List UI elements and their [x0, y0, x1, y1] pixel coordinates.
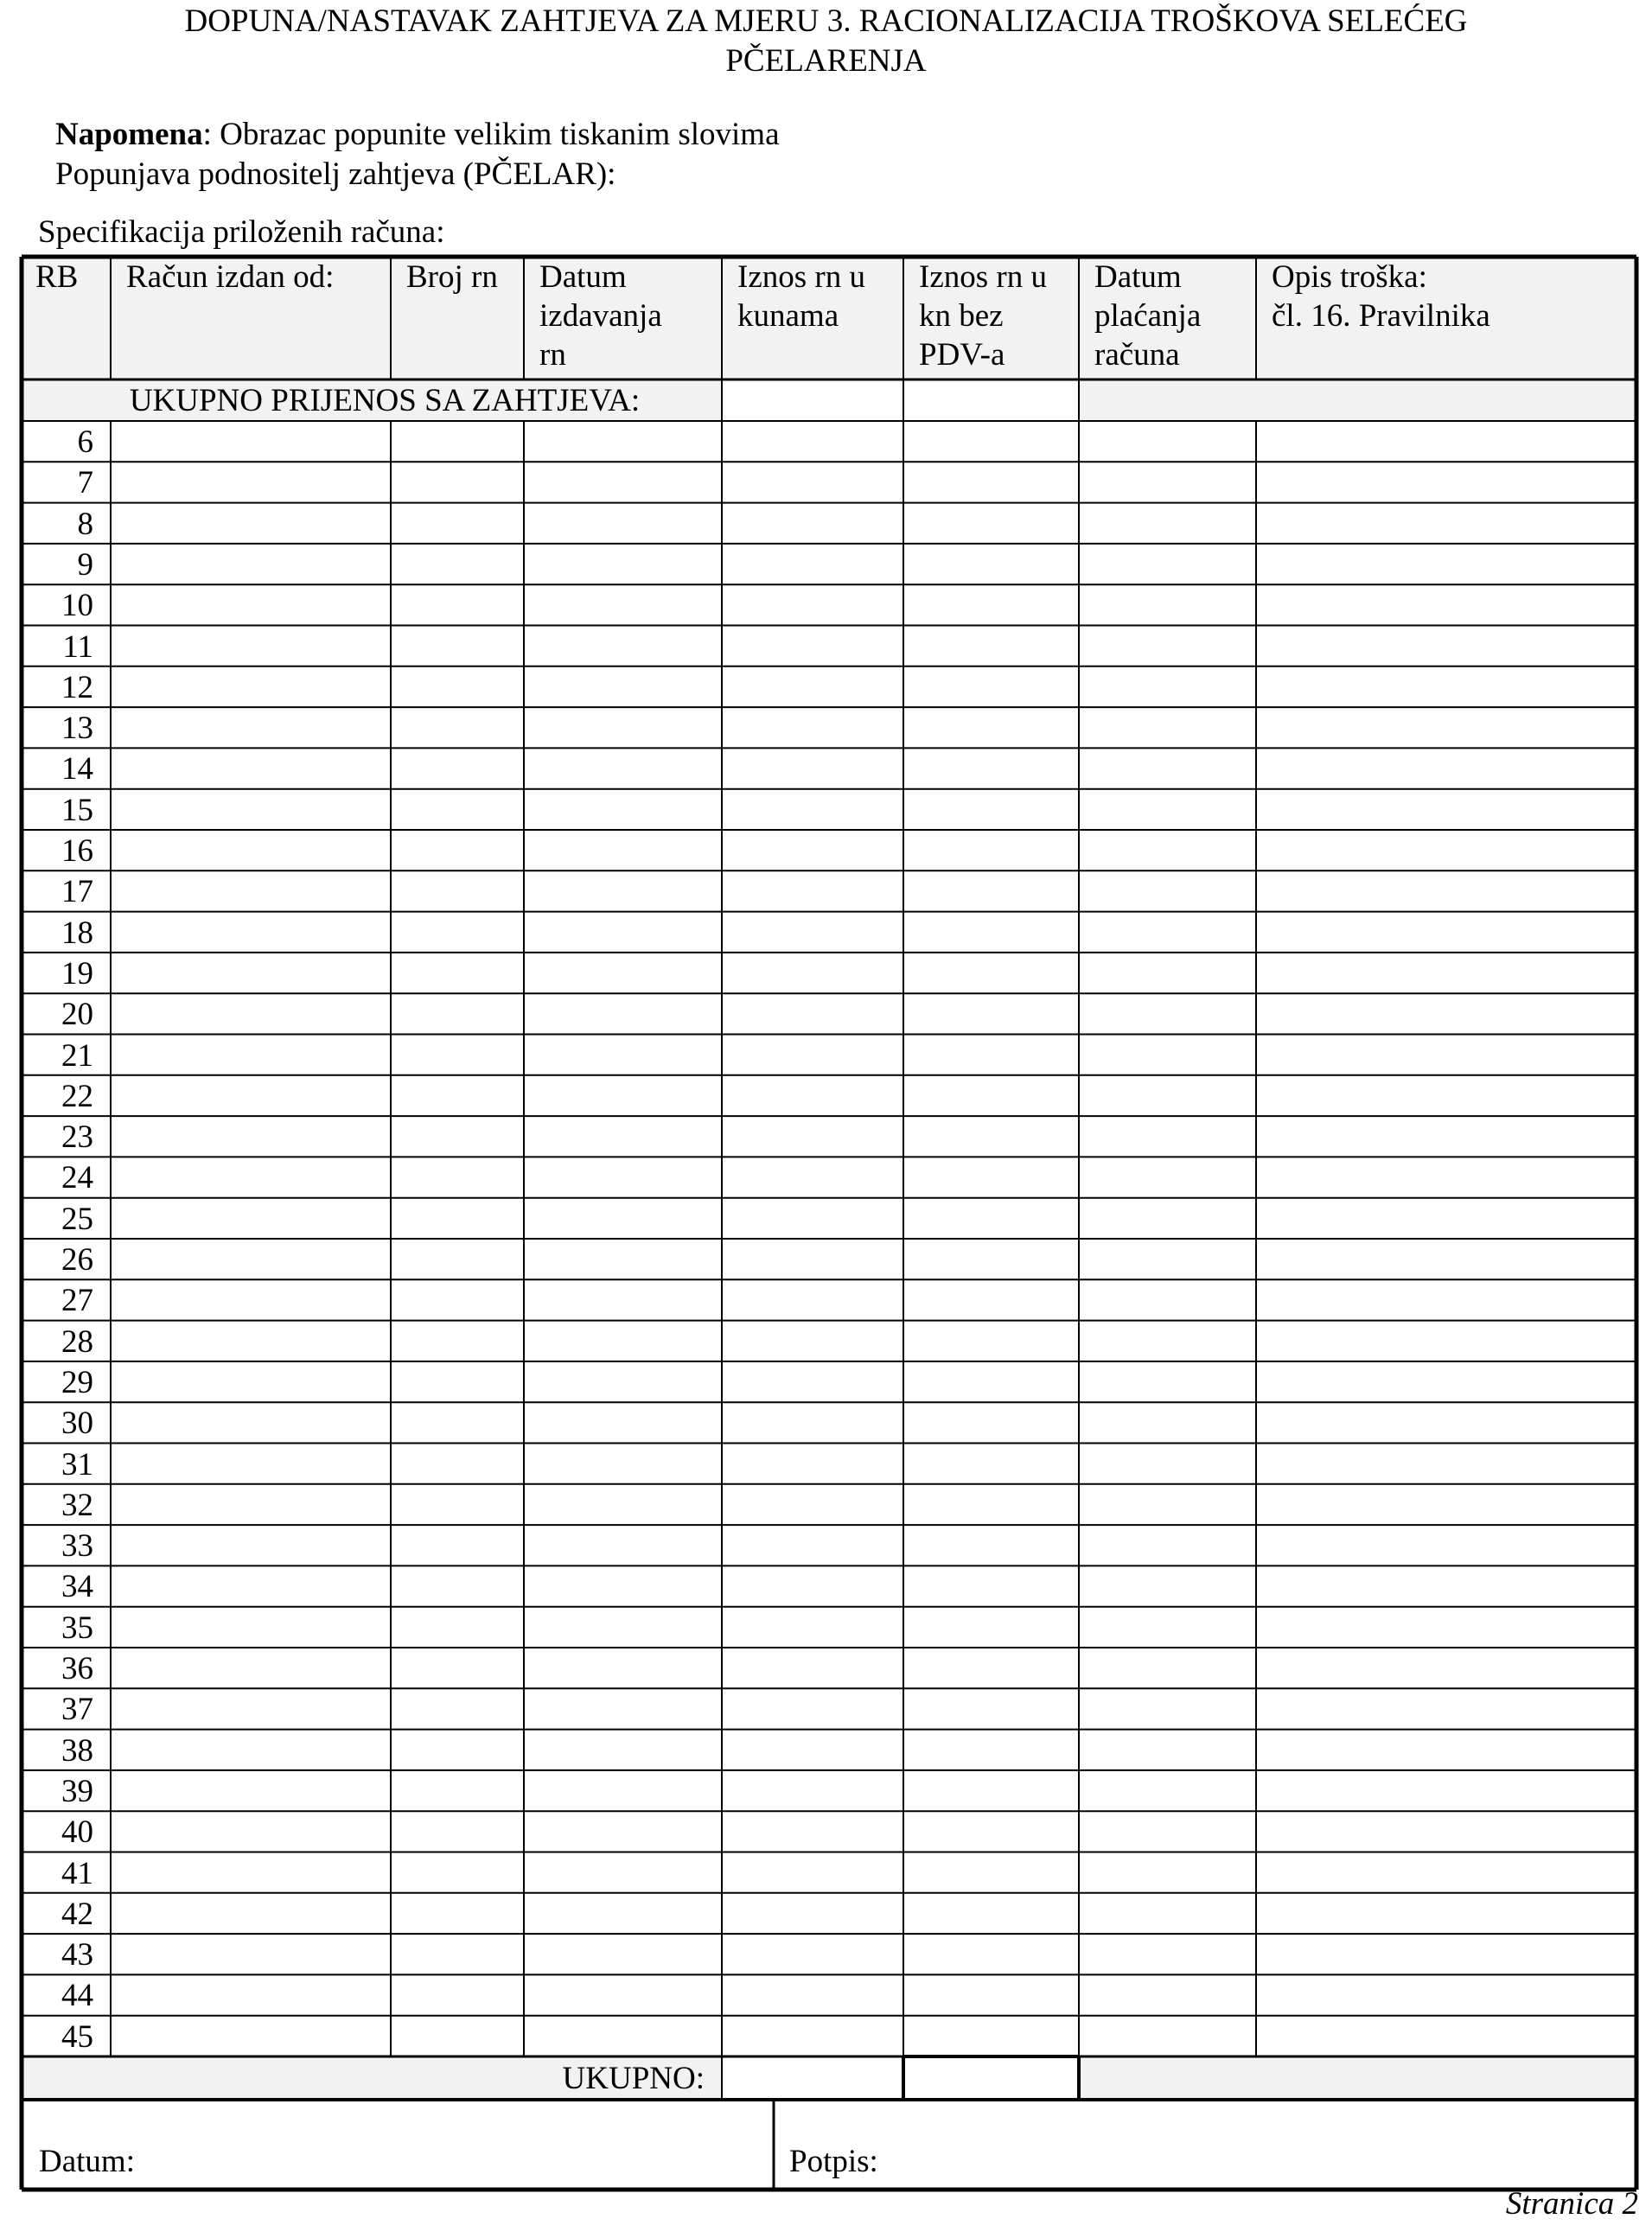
row-number: 28 — [61, 1323, 93, 1360]
signature-label: Potpis: — [789, 2144, 878, 2179]
row-number: 17 — [61, 874, 93, 910]
row-number: 44 — [61, 1978, 93, 2014]
header-payment-date-line: plaćanja — [1094, 298, 1202, 334]
header-invoice-number-line: Broj rn — [406, 259, 498, 295]
row-number: 25 — [61, 1201, 93, 1237]
note-label: Napomena — [55, 117, 203, 152]
row-number: 43 — [61, 1937, 93, 1973]
form-title-line-1: DOPUNA/NASTAVAK ZAHTJEVA ZA MJERU 3. RACIONALIZACIJA TROŠKOVA SELEĆEG — [184, 3, 1468, 39]
note-line-2: Popunjava podnositelj zahtjeva (PČELAR): — [55, 156, 616, 192]
row-number: 14 — [61, 751, 93, 787]
header-cost-description-line: Opis troška: — [1272, 259, 1427, 295]
row-number: 31 — [61, 1446, 93, 1482]
row-number: 33 — [61, 1528, 93, 1565]
row-number: 10 — [61, 588, 93, 624]
row-number: 21 — [61, 1037, 93, 1074]
header-payment-date-line: računa — [1094, 337, 1180, 373]
row-number: 38 — [61, 1732, 93, 1769]
row-number: 39 — [61, 1773, 93, 1809]
form-title-line-2: PČELARENJA — [725, 43, 927, 79]
row-number: 16 — [61, 833, 93, 869]
carryover-right-shading — [1079, 379, 1636, 421]
row-number: 45 — [61, 2018, 93, 2055]
row-number: 18 — [61, 915, 93, 951]
header-amount-excl-vat-line: Iznos rn u — [919, 259, 1047, 295]
row-number: 30 — [61, 1406, 93, 1442]
header-rb-line: RB — [35, 259, 79, 295]
header-amount-kn-line: Iznos rn u — [737, 259, 865, 295]
header-issue-date-line: izdavanja — [539, 298, 662, 334]
datum-label: Datum: — [39, 2144, 135, 2179]
header-amount-excl-vat-line: kn bez — [919, 298, 1004, 334]
row-number: 19 — [61, 955, 93, 991]
row-number: 13 — [61, 711, 93, 747]
row-number: 36 — [61, 1651, 93, 1686]
row-number: 24 — [61, 1160, 93, 1196]
header-issuer-line: Račun izdan od: — [126, 259, 335, 295]
row-number: 22 — [61, 1078, 93, 1114]
row-number: 32 — [61, 1487, 93, 1523]
header-payment-date-line: Datum — [1094, 259, 1182, 295]
header-amount-kn-line: kunama — [737, 298, 839, 334]
row-number: 37 — [61, 1692, 93, 1728]
row-number: 20 — [61, 997, 93, 1033]
row-number: 9 — [77, 546, 93, 583]
row-number: 27 — [61, 1283, 93, 1319]
total-right-shading — [1079, 2056, 1636, 2100]
row-number: 6 — [77, 424, 93, 460]
row-number: 11 — [62, 628, 93, 665]
row-number: 7 — [77, 465, 93, 501]
row-number: 34 — [61, 1569, 93, 1605]
row-number: 40 — [61, 1814, 93, 1851]
row-number: 35 — [61, 1610, 93, 1646]
row-number: 8 — [77, 506, 93, 542]
header-issue-date-line: Datum — [539, 259, 627, 295]
carryover-label: UKUPNO PRIJENOS SA ZAHTJEVA: — [129, 383, 641, 418]
row-number: 29 — [61, 1364, 93, 1400]
header-cost-description-line: čl. 16. Pravilnika — [1272, 298, 1490, 334]
row-number: 12 — [61, 669, 93, 705]
row-number: 15 — [61, 792, 93, 828]
row-number: 26 — [61, 1242, 93, 1278]
page-number: Stranica 2 — [1505, 2186, 1638, 2222]
total-label: UKUPNO: — [562, 2061, 705, 2096]
row-number: 42 — [61, 1896, 93, 1932]
note-text: : Obrazac popunite velikim tiskanim slovima — [202, 117, 780, 152]
row-number: 23 — [61, 1119, 93, 1156]
specification-label: Specifikacija priloženih računa: — [38, 214, 445, 250]
row-number: 41 — [61, 1855, 93, 1891]
header-issue-date-line: rn — [539, 337, 566, 373]
header-amount-excl-vat-line: PDV-a — [919, 337, 1005, 373]
